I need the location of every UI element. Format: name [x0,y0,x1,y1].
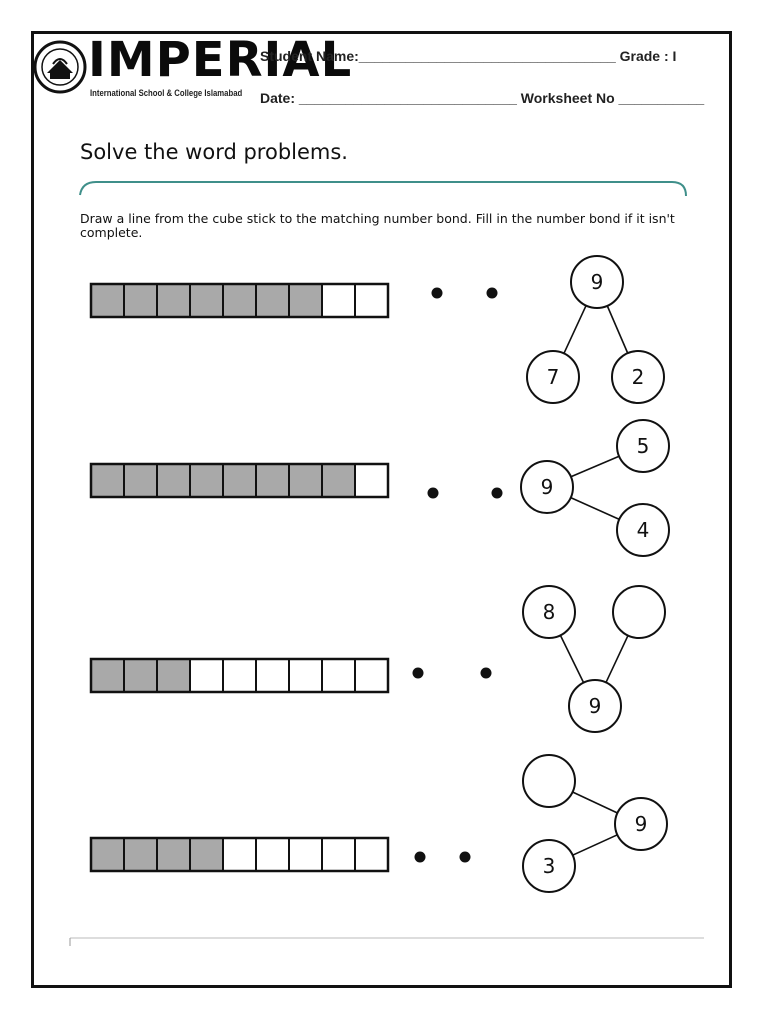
bond-part-value: 5 [636,434,650,458]
stick-dot[interactable] [415,852,426,863]
number-bond[interactable] [521,420,669,556]
shaded-cube [91,284,124,317]
bond-dot[interactable] [460,852,471,863]
bond-part-value: 3 [542,854,556,878]
empty-cube [289,659,322,692]
empty-cube [256,838,289,871]
title-divider [80,182,686,196]
shaded-cube [223,284,256,317]
empty-cube [355,838,388,871]
shaded-cube [157,464,190,497]
empty-cube [190,659,223,692]
shaded-cube [223,464,256,497]
student-name-field[interactable]: Student Name:_________________________________ Grade : I [260,48,677,64]
empty-cube [223,659,256,692]
cube-stick[interactable] [91,659,388,692]
worksheet-instructions: Draw a line from the cube stick to the matching number bond. Fill in the number bond if it isn't complete. [80,211,675,240]
bond-part-circle[interactable] [613,586,665,638]
shaded-cube [157,284,190,317]
shaded-cube [190,464,223,497]
shaded-cube [91,838,124,871]
bond-part-value: 4 [636,518,650,542]
bond-whole-value: 9 [634,812,648,836]
shaded-cube [124,464,157,497]
bond-dot[interactable] [481,668,492,679]
shaded-cube [289,464,322,497]
number-bonds [521,256,669,892]
number-bond[interactable] [523,755,667,892]
number-bond[interactable] [523,586,665,732]
shaded-cube [190,284,223,317]
bond-connector [564,306,586,354]
bond-whole-value: 9 [588,694,602,718]
bond-connector [571,498,620,520]
shaded-cube [91,659,124,692]
shaded-cube [289,284,322,317]
shaded-cube [256,464,289,497]
empty-cube [223,838,256,871]
shaded-cube [322,464,355,497]
shaded-cube [256,284,289,317]
stick-dot[interactable] [413,668,424,679]
number-bond[interactable] [527,256,664,403]
cube-stick[interactable] [91,838,388,871]
school-brand: IMPERIAL [88,32,353,88]
shaded-cube [124,838,157,871]
worksheet-title: Solve the word problems. [80,140,348,164]
matching-dots [413,288,503,863]
bond-connector [560,635,583,682]
bond-dot[interactable] [487,288,498,299]
stick-dot[interactable] [428,488,439,499]
shaded-cube [190,838,223,871]
empty-cube [289,838,322,871]
empty-cube [322,659,355,692]
empty-cube [355,464,388,497]
bond-connector [573,835,618,855]
bond-whole-value: 9 [540,475,554,499]
bond-whole-value: 9 [590,270,604,294]
school-subtitle: International School & College Islamabad [90,88,243,98]
bond-connector [571,456,619,477]
bond-connector [607,306,627,353]
empty-cube [355,659,388,692]
bond-part-circle[interactable] [523,755,575,807]
bond-connector [573,792,618,813]
date-field[interactable]: Date: ____________________________ Worksheet No ___________ [260,90,705,106]
bond-dot[interactable] [492,488,503,499]
bond-connector [606,636,628,683]
bond-part-value: 2 [631,365,645,389]
shaded-cube [157,659,190,692]
cube-stick[interactable] [91,464,388,497]
stick-dot[interactable] [432,288,443,299]
shaded-cube [91,464,124,497]
empty-cube [322,838,355,871]
shaded-cube [157,838,190,871]
empty-cube [355,284,388,317]
bond-part-value: 7 [546,365,560,389]
shaded-cube [124,659,157,692]
cube-sticks [91,284,388,871]
empty-cube [256,659,289,692]
empty-cube [322,284,355,317]
cube-stick[interactable] [91,284,388,317]
bond-part-value: 8 [542,600,556,624]
shaded-cube [124,284,157,317]
